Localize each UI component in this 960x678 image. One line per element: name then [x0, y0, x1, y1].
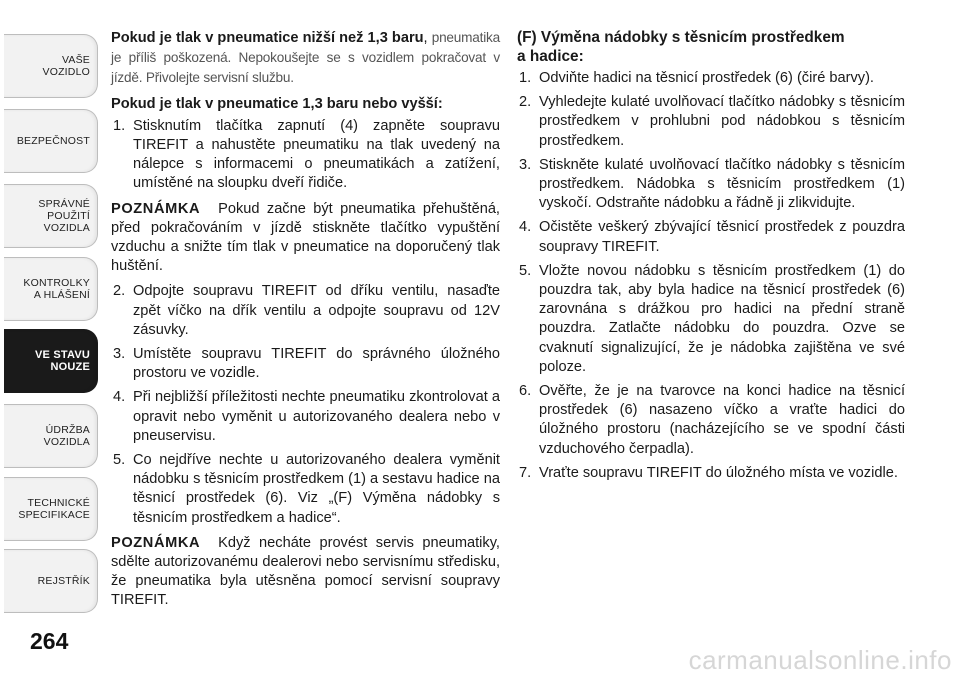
- tab-label: VAŠE VOZIDLO: [42, 54, 90, 78]
- section-heading-line-2: a hadice:: [517, 48, 584, 65]
- step-number: 1.: [113, 117, 126, 134]
- list-item: [517, 218, 905, 256]
- steps-list-1: [111, 117, 500, 194]
- steps-list-2: [111, 282, 500, 527]
- step-number: 5.: [519, 262, 532, 279]
- watermark: carmanualsonline.info: [688, 645, 952, 675]
- section-heading: [517, 28, 905, 66]
- low-pressure-comma: ,: [423, 30, 428, 46]
- left-column: [111, 28, 500, 617]
- page-number: 264: [30, 628, 69, 654]
- tab-label: VE STAVU NOUZE: [35, 349, 90, 373]
- ok-pressure-heading: Pokud je tlak v pneumatice 1,3 baru nebo vyšší:: [111, 95, 443, 112]
- note-text: Pokud začne být pneumatika přehuštěná, před pokračováním v jízdě stiskněte tlačítko vypuštění vzduchu a snižte tím tlak v pneumatice na doporučený tlak huštění.: [111, 200, 500, 275]
- note-label: POZNÁMKA: [111, 200, 201, 217]
- step-text: Při nejbližší příležitosti nechte pneumatiku zkontrolovat a opravit nebo vyměnit u autorizovaného dealera nebo v pneuservisu.: [133, 389, 500, 444]
- list-item: [111, 388, 500, 446]
- step-number: 3.: [113, 346, 126, 363]
- step-number: 3.: [519, 156, 532, 173]
- step-text: Ověřte, že je na tvarovce na konci hadice na těsnicí prostředek (6) nasazeno víčko a vraťte hadici do úložného prostoru (nacházejícího se ve spodní části vzduchového čerpadla).: [539, 383, 905, 457]
- tab-label: BEZPEČNOST: [16, 135, 90, 147]
- tab-label: REJSTŘÍK: [37, 575, 90, 587]
- tab-bezpecnost[interactable]: [4, 109, 98, 173]
- replacement-steps-list: [517, 69, 905, 483]
- step-text: Očistěte veškerý zbývající těsnicí prostředek z pouzdra soupravy TIREFIT.: [539, 219, 905, 255]
- section-heading-line-1: (F) Výměna nádobky s těsnicím prostředkem: [517, 29, 845, 46]
- tab-udrzba-vozidla[interactable]: [4, 404, 98, 468]
- low-pressure-paragraph: [111, 28, 500, 89]
- step-text: Odpojte soupravu TIREFIT od dříku ventilu, nasaďte zpět víčko na dřík ventilu a odpojte soupravu od 12V zásuvky.: [133, 283, 500, 338]
- list-item: [517, 382, 905, 459]
- step-number: 6.: [519, 383, 532, 400]
- tab-technicke-specifikace[interactable]: [4, 477, 98, 541]
- list-item: [517, 69, 905, 88]
- tab-label: ÚDRŽBA VOZIDLA: [43, 424, 90, 448]
- tab-label: TECHNICKÉ SPECIFIKACE: [18, 497, 90, 521]
- note-label: POZNÁMKA: [111, 534, 201, 551]
- step-number: 4.: [519, 219, 532, 236]
- step-text: Vraťte soupravu TIREFIT do úložného místa ve vozidle.: [539, 464, 898, 481]
- tab-label: SPRÁVNÉ POUŽITÍ VOZIDLA: [38, 198, 90, 234]
- list-item: [517, 262, 905, 377]
- list-item: [517, 464, 905, 483]
- list-item: [111, 451, 500, 528]
- list-item: [111, 282, 500, 340]
- step-number: 1.: [519, 70, 532, 86]
- step-number: 4.: [113, 389, 126, 406]
- step-number: 2.: [519, 94, 532, 111]
- step-text: Co nejdříve nechte u autorizovaného dealera vyměnit nádobku s těsnicím prostředkem (1) a sestavu hadice na těsnicí prostředek (6). Viz „(F) Výměna nádobky s těsnicím prostředkem a hadice“.: [133, 452, 500, 526]
- step-text: Stisknutím tlačítka zapnutí (4) zapněte soupravu TIREFIT a nahustěte pneumatiku na tlak uvedený na nálepce s informacemi o pneumatikách a zatížení, umístěné na sloupku dveří řidiče.: [133, 117, 500, 192]
- tab-ve-stavu-nouze[interactable]: [4, 329, 98, 393]
- step-text: Odviňte hadici na těsnicí prostředek (6) (čiré barvy).: [539, 70, 874, 86]
- step-text: Vyhledejte kulaté uvolňovací tlačítko nádobky s těsnicím prostředkem v prohlubni pod nádobkou s těsnicím prostředkem.: [539, 94, 905, 149]
- step-text: Vložte novou nádobku s těsnicím prostředkem (1) do pouzdra tak, aby byla hadice na těsnicí prostředek (6) zarovnána s drážkou pro hadici na přední straně pouzdra. Zatlačte nádobku do pouzdra. Ozve se cvaknutí signalizující, že je nádobka zajištěna ve své poloze.: [539, 262, 905, 375]
- step-number: 7.: [519, 464, 532, 481]
- tab-label: KONTROLKY A HLÁŠENÍ: [23, 277, 90, 301]
- tab-kontrolky-a-hlaseni[interactable]: [4, 257, 98, 321]
- note-1: [111, 200, 500, 277]
- chapter-sidebar: [0, 0, 100, 678]
- list-item: [517, 93, 905, 151]
- list-item: [111, 345, 500, 383]
- tab-vase-vozidlo[interactable]: [4, 34, 98, 98]
- low-pressure-lead: Pokud je tlak v pneumatice nižší než 1,3 baru: [111, 30, 424, 46]
- note-2: [111, 534, 500, 611]
- list-item: [517, 156, 905, 214]
- step-number: 2.: [113, 283, 126, 300]
- step-number: 5.: [113, 452, 126, 469]
- step-text: Stiskněte kulaté uvolňovací tlačítko nádobky s těsnicím prostředkem. Nádobka s těsnicím prostředkem (1) vyskočí. Odstraňte nádobku a řádně ji zlikvidujte.: [539, 156, 905, 212]
- list-item: [111, 117, 500, 194]
- tab-rejstrik[interactable]: [4, 549, 98, 613]
- low-pressure-text: pneumatika je příliš poškozená. Nepokoušejte se s vozidlem pokračovat v jízdě. Přivolejte servisní službu.: [111, 30, 500, 86]
- right-column: [517, 28, 905, 489]
- note-text: Když necháte provést servis pneumatiky, sdělte autorizovanému dealerovi nebo servisnímu středisku, že pneumatika byla utěsněna pomocí servisní soupravy TIREFIT.: [111, 534, 500, 609]
- tab-spravne-pouziti-vozidla[interactable]: [4, 184, 98, 248]
- step-text: Umístěte soupravu TIREFIT do správného úložného prostoru ve vozidle.: [133, 346, 500, 382]
